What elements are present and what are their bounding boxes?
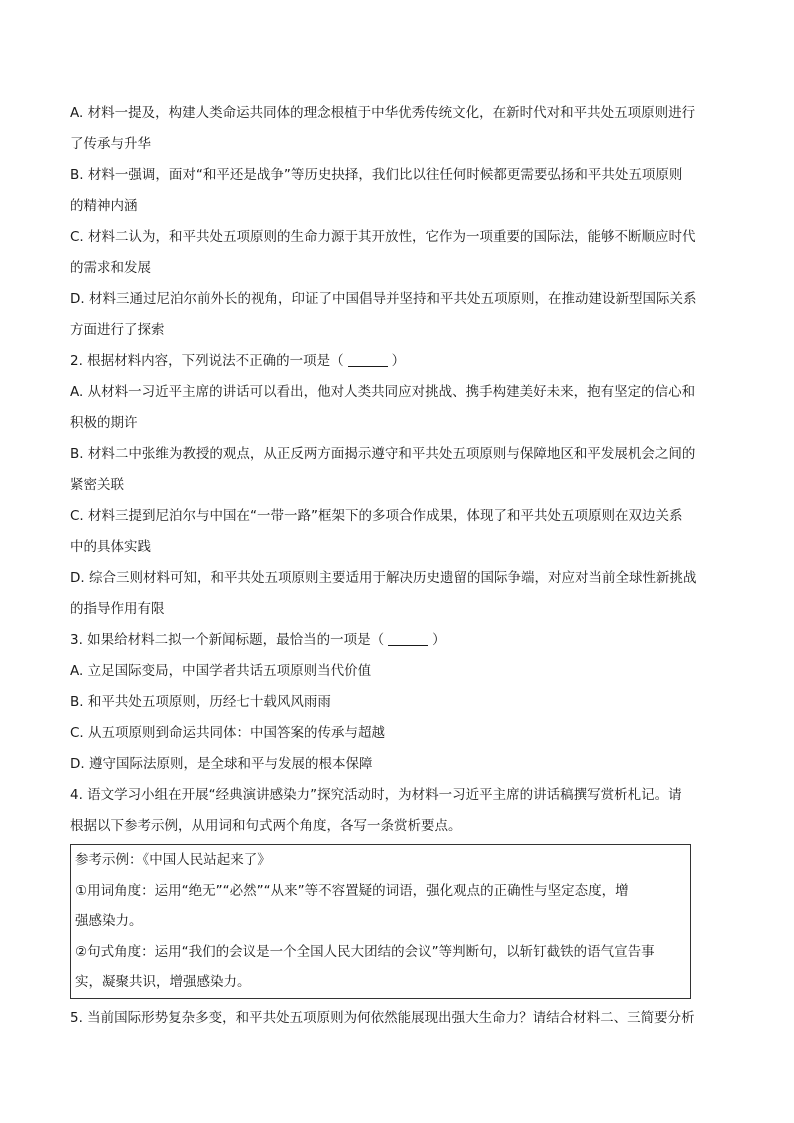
q2-option-b	[70, 439, 724, 501]
q1-option-b	[70, 160, 724, 222]
q1-option-a	[70, 98, 724, 160]
q4-stem-line1: 4. 语文学习小组在开展“经典演讲感染力”探究活动时，为材料一习近平主席的讲话稿撰写赏析札记。请	[70, 787, 682, 803]
option-text: 的需求和发展	[70, 260, 151, 276]
option-text: B. 材料二中张维为教授的观点，从正反两方面揭示遵守和平共处五项原则与保障地区和平发展机会之间的	[70, 446, 696, 462]
q3-stem	[70, 625, 724, 656]
reference-title: 参考示例：《中国人民站起来了》	[75, 852, 271, 868]
option-text: A. 从材料一习近平主席的讲话可以看出，他对人类共同应对挑战、携手构建美好未来，抱有坚定的信心和	[70, 384, 696, 400]
option-text: C. 材料二认为，和平共处五项原则的生命力源于其开放性，它作为一项重要的国际法，能够不断顺应时代	[70, 229, 696, 245]
q2-stem	[70, 346, 724, 377]
option-text: 的指导作用有限	[70, 601, 165, 617]
q2-option-c	[70, 501, 724, 563]
q2-option-a	[70, 377, 724, 439]
reference-example-box	[70, 844, 691, 999]
reference-point-1-cont: 强感染力。	[75, 913, 143, 929]
q4-stem-line2: 根据以下参考示例，从用词和句式两个角度，各写一条赏析要点。	[70, 818, 462, 834]
answer-blank[interactable]	[388, 631, 428, 646]
option-text: 了传承与升华	[70, 136, 151, 152]
q3-stem-text: 3. 如果给材料二拟一个新闻标题，最恰当的一项是（	[70, 632, 385, 648]
option-text: C. 材料三提到尼泊尔与中国在“一带一路”框架下的多项合作成果，体现了和平共处五项原则在双边关系	[70, 508, 683, 524]
q3-option-d: D. 遵守国际法原则，是全球和平与发展的根本保障	[70, 756, 373, 772]
document-page	[70, 98, 724, 1034]
reference-point-2: ②句式角度：运用“我们的会议是一个全国人民大团结的会议”等判断句，以斩钉截铁的语气宣告事	[75, 943, 655, 960]
answer-blank[interactable]	[348, 352, 388, 367]
option-text: A. 材料一提及，构建人类命运共同体的理念根植于中华优秀传统文化，在新时代对和平共处五项原则进行	[70, 105, 696, 121]
q1-option-c	[70, 222, 724, 284]
option-text: 紧密关联	[70, 477, 124, 493]
option-text: B. 材料一强调，面对“和平还是战争”等历史抉择，我们比以往任何时候都更需要弘扬和平共处五项原则	[70, 167, 683, 183]
option-text: 方面进行了探索	[70, 322, 165, 338]
q5-stem: 5. 当前国际形势复杂多变，和平共处五项原则为何依然能展现出强大生命力？请结合材料二、三简要分析	[70, 1009, 695, 1026]
reference-point-1: ①用词角度：运用“绝无”“必然”“从来”等不容置疑的词语，强化观点的正确性与坚定态度，增	[75, 882, 629, 899]
option-text: 积极的期许	[70, 415, 138, 431]
option-text: D. 材料三通过尼泊尔前外长的视角，印证了中国倡导并坚持和平共处五项原则，在推动建设新型国际关系	[70, 291, 697, 307]
q1-option-d	[70, 284, 724, 346]
option-text: 中的具体实践	[70, 539, 151, 555]
option-text: 的精神内涵	[70, 198, 138, 214]
reference-point-2-cont: 实，凝聚共识，增强感染力。	[75, 974, 251, 990]
q3-option-c: C. 从五项原则到命运共同体：中国答案的传承与超越	[70, 725, 386, 741]
q2-option-d	[70, 563, 724, 625]
q3-stem-close: ）	[432, 632, 446, 648]
q2-stem-text: 2. 根据材料内容，下列说法不正确的一项是（	[70, 353, 344, 369]
q3-option-b: B. 和平共处五项原则，历经七十载风风雨雨	[70, 694, 331, 710]
option-text: D. 综合三则材料可知，和平共处五项原则主要适用于解决历史遗留的国际争端，对应对当前全球性新挑战	[70, 570, 697, 586]
q2-stem-close: ）	[391, 353, 406, 369]
q3-option-a: A. 立足国际变局，中国学者共话五项原则当代价值	[70, 663, 372, 679]
